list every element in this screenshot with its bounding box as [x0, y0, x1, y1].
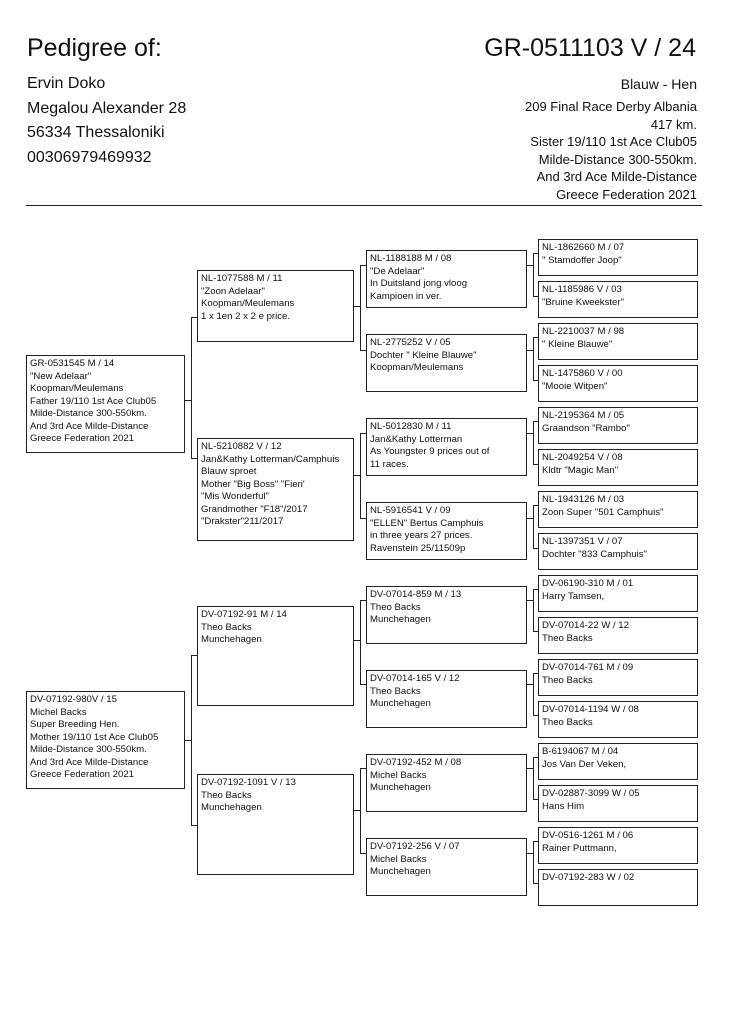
info-line: And 3rd Ace Milde-Distance	[30, 420, 149, 432]
pedigree-box-dam-sire	[197, 606, 354, 706]
ring-number: GR-0531545 M / 14	[30, 358, 115, 369]
connector-line	[526, 265, 533, 266]
ring-number: DV-07192-1091 V / 13	[201, 777, 296, 788]
pedigree-box-gen3	[366, 418, 527, 476]
info-line: 11 races.	[370, 458, 409, 470]
pedigree-box-gen3	[366, 250, 527, 308]
pedigree-box-dam-dam	[197, 774, 354, 875]
info-line: Grandmother "F18"/2017	[201, 503, 308, 515]
ring-number: DV-07192-452 M / 08	[370, 757, 462, 768]
connector-line	[526, 433, 533, 434]
bird-info-line: 209 Final Race Derby Albania	[525, 99, 697, 114]
info-line: Kldtr "Magic Man"	[542, 464, 619, 476]
info-line: Harry Tamsen,	[542, 590, 605, 602]
connector-line	[360, 433, 361, 518]
info-line: Theo Backs	[370, 601, 421, 613]
ring-number: NL-1188188 M / 08	[370, 253, 452, 264]
pedigree-box-gen4	[538, 365, 698, 402]
info-line: Michel Backs	[30, 706, 87, 718]
info-line: Theo Backs	[201, 789, 252, 801]
ring-number: DV-07014-1194 W / 08	[542, 704, 639, 715]
pedigree-box-gen4	[538, 869, 698, 906]
connector-line	[533, 841, 534, 883]
bird-color-sex: Blauw - Hen	[620, 76, 697, 92]
connector-line	[526, 853, 533, 854]
connector-line	[360, 768, 361, 853]
pedigree-box-sire	[26, 355, 185, 453]
ring-number: GR-0511103 V / 24	[484, 34, 696, 62]
pedigree-box-gen4	[538, 701, 698, 738]
info-line: " Stamdoffer Joop"	[542, 254, 622, 266]
pedigree-box-gen4	[538, 323, 698, 360]
connector-line	[360, 600, 361, 684]
header-divider	[26, 205, 702, 206]
ring-number: DV-07192-91 M / 14	[201, 609, 287, 620]
info-line: Blauw sproet	[201, 466, 257, 477]
ring-number: NL-1862660 M / 07	[542, 242, 625, 253]
info-line: Theo Backs	[542, 632, 593, 644]
connector-line	[184, 400, 192, 401]
info-line: Theo Backs	[542, 674, 593, 686]
connector-line	[533, 589, 534, 631]
info-line: Munchehagen	[370, 866, 431, 877]
info-line: Munchehagen	[370, 698, 431, 709]
ring-number: NL-1185986 V / 03	[542, 284, 622, 295]
connector-line	[360, 265, 361, 350]
connector-line	[526, 684, 533, 685]
info-line: "Mooie Witpen"	[542, 380, 608, 392]
ring-number: NL-1475860 V / 00	[542, 368, 623, 379]
connector-line	[533, 337, 534, 380]
ring-number: NL-1397351 V / 07	[542, 536, 623, 547]
ring-number: DV-07014-859 M / 13	[370, 589, 462, 600]
info-line: Michel Backs	[370, 853, 427, 865]
info-line: Koopman/Meulemans	[30, 383, 124, 394]
owner-city: 56334 Thessaloniki	[27, 124, 165, 141]
info-line: "Mis Wonderful"	[201, 491, 269, 502]
connector-line	[533, 505, 534, 548]
pedigree-box-gen4	[538, 407, 698, 444]
info-line: Koopman/Meulemans	[370, 362, 464, 373]
bird-info-line: Greece Federation 2021	[556, 186, 697, 202]
ring-number: DV-07192-283 W / 02	[542, 872, 635, 883]
info-line: "ELLEN" Bertus Camphuis	[370, 517, 484, 529]
info-line: "Zoon Adelaar"	[201, 285, 265, 297]
ring-number: NL-5210882 V / 12	[201, 441, 282, 452]
owner-name: Ervin Doko	[27, 75, 106, 92]
info-line: in three years 27 prices.	[370, 530, 473, 541]
info-line: Super Breeding Hen.	[30, 719, 120, 730]
ring-number: DV-07014-22 W / 12	[542, 620, 629, 631]
info-line: Father 19/110 1st Ace Club05	[30, 395, 157, 407]
info-line: Jos Van Der Veken,	[542, 758, 627, 770]
pedigree-box-gen4	[538, 617, 698, 654]
pedigree-box-gen4	[538, 659, 698, 696]
ring-number: DV-07192-256 V / 07	[370, 841, 460, 852]
connector-line	[533, 757, 534, 799]
info-line: Rainer Puttmann,	[542, 842, 617, 854]
owner-info	[27, 72, 186, 170]
info-line: Kampioen in ver.	[370, 290, 442, 302]
page-title: Pedigree of:	[27, 34, 162, 62]
pedigree-box-gen4	[538, 491, 698, 528]
pedigree-box-gen4	[538, 785, 698, 822]
info-line: "New Adelaar"	[30, 370, 92, 382]
info-line: Jan&Kathy Lotterman/Camphuis	[201, 453, 340, 465]
ring-number: DV-07014-761 M / 09	[542, 662, 634, 673]
info-line: Dochter " Kleine Blauwe"	[370, 349, 477, 361]
pedigree-box-gen4	[538, 449, 698, 486]
info-line: Hans Him	[542, 800, 585, 812]
info-line: Mother "Big Boss" "Fieri'	[201, 478, 305, 490]
pedigree-box-gen4	[538, 827, 698, 864]
connector-line	[533, 253, 534, 296]
pedigree-box-gen3	[366, 670, 527, 728]
info-line: Michel Backs	[370, 769, 427, 781]
bird-info-line: Milde-Distance 300-550km.	[538, 151, 697, 167]
info-line: And 3rd Ace Milde-Distance	[30, 756, 149, 768]
info-line: " Kleine Blauwe"	[542, 338, 613, 350]
ring-number: DV-0516-1261 M / 06	[542, 830, 634, 841]
bird-info-line: 417 km.	[650, 116, 697, 132]
info-line: Dochter "833 Camphuis"	[542, 548, 647, 560]
info-line: Theo Backs	[542, 716, 593, 728]
pedigree-box-gen3	[366, 754, 527, 812]
pedigree-box-sire-sire	[197, 270, 354, 342]
info-line: Koopman/Meulemans	[201, 298, 295, 309]
info-line: "Drakster"211/2017	[201, 516, 284, 527]
connector-line	[533, 421, 534, 464]
info-line: Munchehagen	[370, 782, 431, 793]
connector-line	[184, 740, 192, 741]
info-line: Theo Backs	[370, 685, 421, 697]
bird-info-line: And 3rd Ace Milde-Distance	[536, 169, 697, 184]
info-line: Greece Federation 2021	[30, 769, 134, 780]
pedigree-box-gen4	[538, 239, 698, 276]
info-line: Zoon Super "501 Camphuis"	[542, 506, 664, 518]
owner-phone: 00306979469932	[27, 148, 152, 166]
connector-line	[526, 600, 533, 601]
pedigree-box-gen4	[538, 575, 698, 612]
ring-number: B-6194067 M / 04	[542, 746, 619, 757]
connector-line	[526, 768, 533, 769]
ring-number: DV-06190-310 M / 01	[542, 578, 634, 589]
ring-number: NL-1077588 M / 11	[201, 273, 283, 284]
info-line: Ravenstein 25/11509p	[370, 542, 466, 554]
info-line: Graandson "Rambo"	[542, 422, 630, 434]
info-line: Mother 19/110 1st Ace Club05	[30, 731, 159, 743]
info-line: 1 x 1en 2 x 2 e price.	[201, 310, 291, 322]
info-line: Theo Backs	[201, 621, 252, 633]
bird-info	[525, 74, 697, 203]
ring-number: NL-2195364 M / 05	[542, 410, 625, 421]
info-line: Munchehagen	[370, 614, 431, 625]
connector-line	[526, 518, 533, 519]
pedigree-box-gen4	[538, 743, 698, 780]
connector-line	[533, 673, 534, 715]
pedigree-box-sire-dam	[197, 438, 354, 541]
connector-line	[191, 317, 192, 458]
ring-number: NL-1943126 M / 03	[542, 494, 625, 505]
info-line: As Youngster 9 prices out of	[370, 446, 490, 457]
ring-number: DV-07014-165 V / 12	[370, 673, 460, 684]
info-line: "De Adelaar"	[370, 265, 425, 277]
ring-number: DV-02887-3099 W / 05	[542, 788, 640, 799]
info-line: Milde-Distance 300-550km.	[30, 408, 147, 419]
connector-line	[526, 350, 533, 351]
info-line: Munchehagen	[201, 802, 262, 813]
pedigree-box-gen3	[366, 838, 527, 896]
info-line: In Duitsland jong vloog	[370, 278, 468, 289]
ring-number: NL-2775252 V / 05	[370, 337, 451, 348]
info-line: "Bruine Kweekster"	[542, 296, 624, 308]
pedigree-box-gen4	[538, 533, 698, 570]
ring-number: NL-5012830 M / 11	[370, 421, 452, 432]
bird-info-line: Sister 19/110 1st Ace Club05	[530, 134, 697, 149]
pedigree-box-gen3	[366, 334, 527, 392]
ring-number: DV-07192-980V / 15	[30, 694, 117, 705]
info-line: Jan&Kathy Lotterman	[370, 433, 463, 445]
pedigree-box-gen3	[366, 586, 527, 644]
ring-number: NL-2210037 M / 98	[542, 326, 625, 337]
ring-number: NL-5916541 V / 09	[370, 505, 451, 516]
owner-street: Megalou Alexander 28	[27, 99, 187, 117]
ring-number: NL-2049254 V / 08	[542, 452, 623, 463]
pedigree-box-gen3	[366, 502, 527, 560]
info-line: Munchehagen	[201, 634, 262, 645]
info-line: Greece Federation 2021	[30, 433, 134, 444]
pedigree-box-gen4	[538, 281, 698, 318]
pedigree-box-dam	[26, 691, 185, 789]
info-line: Milde-Distance 300-550km.	[30, 744, 147, 755]
